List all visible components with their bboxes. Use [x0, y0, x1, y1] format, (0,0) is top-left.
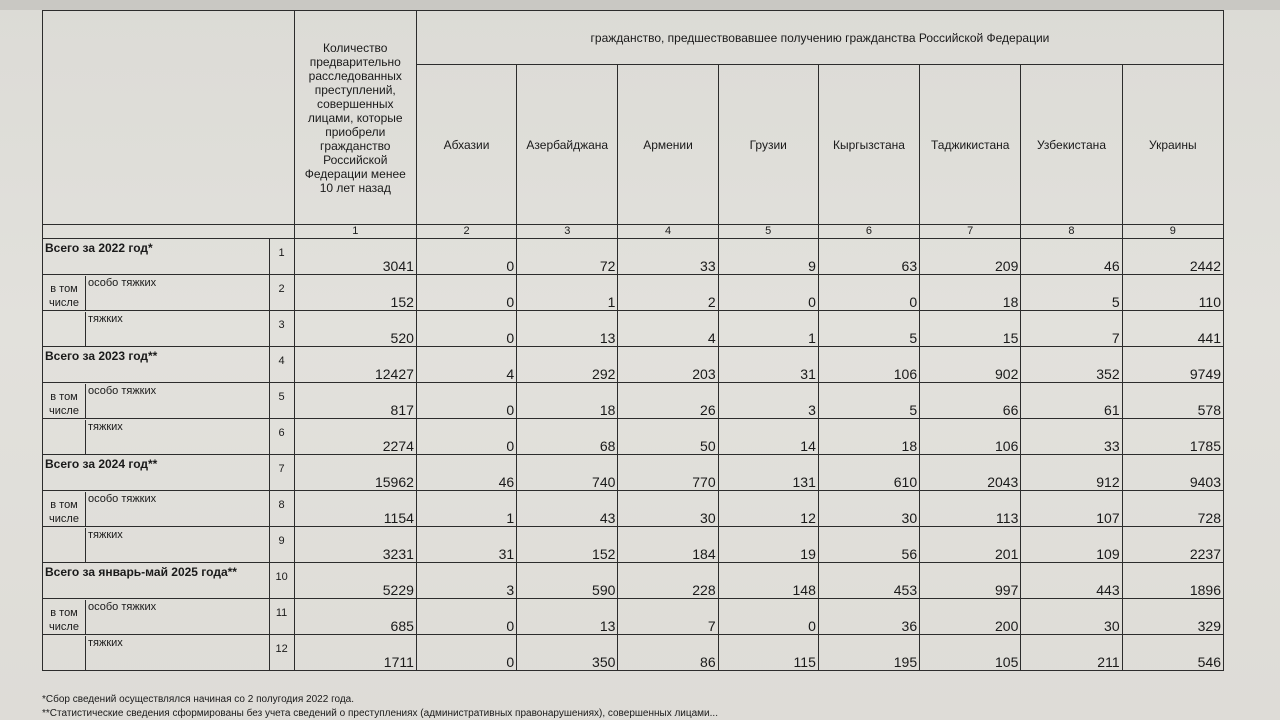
included-label: в том числе — [43, 600, 86, 634]
table-row — [43, 347, 1224, 383]
table-cell: 1 — [517, 275, 618, 311]
header-country-4: Армении — [618, 65, 718, 225]
row-number: 10 — [269, 563, 294, 599]
table-cell: 203 — [618, 347, 718, 383]
header-corner-cell — [43, 11, 295, 225]
table-row — [43, 311, 1224, 347]
column-number: 3 — [517, 225, 618, 239]
row-total-label: Всего за январь-май 2025 года** — [43, 563, 270, 599]
table-cell: 610 — [818, 455, 919, 491]
table-cell: 107 — [1021, 491, 1122, 527]
table-cell: 740 — [517, 455, 618, 491]
row-sub-label-cell — [43, 599, 270, 635]
footnote-2: **Статистические сведения сформированы без учета сведений о преступлениях (административных правонарушениях), совершенных лицами... — [42, 708, 718, 719]
row-sub-label-cell — [43, 275, 270, 311]
table-cell: 109 — [1021, 527, 1122, 563]
table-cell: 0 — [416, 419, 516, 455]
row-sub-label-cell — [43, 491, 270, 527]
table-cell: 148 — [718, 563, 818, 599]
table-cell: 30 — [618, 491, 718, 527]
table-cell: 18 — [818, 419, 919, 455]
header-country-6: Кыргызстана — [818, 65, 919, 225]
table-cell: 13 — [517, 599, 618, 635]
table-cell: 31 — [416, 527, 516, 563]
table-cell: 152 — [294, 275, 416, 311]
table-cell: 18 — [517, 383, 618, 419]
table-cell: 36 — [818, 599, 919, 635]
table-cell: 46 — [416, 455, 516, 491]
table-cell: 184 — [618, 527, 718, 563]
table-cell: 0 — [718, 275, 818, 311]
table-row — [43, 491, 1224, 527]
table-row — [43, 275, 1224, 311]
table-cell: 56 — [818, 527, 919, 563]
table-cell: 2442 — [1122, 239, 1223, 275]
table-cell: 0 — [718, 599, 818, 635]
row-number: 3 — [269, 311, 294, 347]
table-cell: 15 — [920, 311, 1021, 347]
row-total-label: Всего за 2023 год** — [43, 347, 270, 383]
table-cell: 441 — [1122, 311, 1223, 347]
table-cell: 5 — [818, 383, 919, 419]
table-cell: 1711 — [294, 635, 416, 671]
table-cell: 728 — [1122, 491, 1223, 527]
table-cell: 1785 — [1122, 419, 1223, 455]
row-total-label: Всего за 2024 год** — [43, 455, 270, 491]
table-cell: 817 — [294, 383, 416, 419]
table-cell: 113 — [920, 491, 1021, 527]
row-number: 8 — [269, 491, 294, 527]
header-country-2: Абхазии — [416, 65, 516, 225]
table-cell: 72 — [517, 239, 618, 275]
included-label: в том числе — [43, 492, 86, 526]
table-cell: 329 — [1122, 599, 1223, 635]
table-cell: 912 — [1021, 455, 1122, 491]
table-cell: 19 — [718, 527, 818, 563]
row-sub-label: тяжких — [88, 312, 123, 325]
column-number: 8 — [1021, 225, 1122, 239]
table-cell: 0 — [416, 311, 516, 347]
table-cell: 1896 — [1122, 563, 1223, 599]
row-sub-label-cell — [43, 311, 270, 347]
table-cell: 106 — [818, 347, 919, 383]
table-row — [43, 599, 1224, 635]
column-number: 9 — [1122, 225, 1223, 239]
table-cell: 520 — [294, 311, 416, 347]
table-cell: 31 — [718, 347, 818, 383]
table-cell: 115 — [718, 635, 818, 671]
table-cell: 14 — [718, 419, 818, 455]
table-cell: 0 — [416, 239, 516, 275]
table-row — [43, 383, 1224, 419]
column-number: 4 — [618, 225, 718, 239]
table-cell: 9 — [718, 239, 818, 275]
table-cell: 292 — [517, 347, 618, 383]
row-total-label: Всего за 2022 год* — [43, 239, 270, 275]
table-cell: 352 — [1021, 347, 1122, 383]
header-country-3: Азербайджана — [517, 65, 618, 225]
column-number: 2 — [416, 225, 516, 239]
row-sub-label: особо тяжких — [88, 384, 157, 397]
row-number: 5 — [269, 383, 294, 419]
table-cell: 4 — [416, 347, 516, 383]
table-cell: 2 — [618, 275, 718, 311]
table-cell: 443 — [1021, 563, 1122, 599]
table-cell: 0 — [818, 275, 919, 311]
table-cell: 1 — [416, 491, 516, 527]
column-number: 7 — [920, 225, 1021, 239]
page-top-edge — [0, 0, 1280, 10]
table-cell: 7 — [618, 599, 718, 635]
table-cell: 209 — [920, 239, 1021, 275]
table-cell: 46 — [1021, 239, 1122, 275]
table-row — [43, 527, 1224, 563]
row-sub-label-cell — [43, 635, 270, 671]
table-cell: 86 — [618, 635, 718, 671]
table-cell: 131 — [718, 455, 818, 491]
row-sub-label: тяжких — [88, 636, 123, 649]
row-sub-label: особо тяжких — [88, 600, 157, 613]
table-cell: 685 — [294, 599, 416, 635]
row-number: 11 — [269, 599, 294, 635]
table-cell: 902 — [920, 347, 1021, 383]
row-sub-label-cell — [43, 383, 270, 419]
table-cell: 5 — [1021, 275, 1122, 311]
table-cell: 590 — [517, 563, 618, 599]
table-cell: 66 — [920, 383, 1021, 419]
table-cell: 18 — [920, 275, 1021, 311]
table-cell: 2043 — [920, 455, 1021, 491]
table-cell: 770 — [618, 455, 718, 491]
table-cell: 350 — [517, 635, 618, 671]
row-number: 9 — [269, 527, 294, 563]
table-cell: 1154 — [294, 491, 416, 527]
table-cell: 3231 — [294, 527, 416, 563]
table-cell: 0 — [416, 275, 516, 311]
row-sub-label: тяжких — [88, 528, 123, 541]
table-cell: 30 — [1021, 599, 1122, 635]
table-cell: 12 — [718, 491, 818, 527]
row-sub-label: особо тяжких — [88, 492, 157, 505]
column-number: 5 — [718, 225, 818, 239]
table-cell: 211 — [1021, 635, 1122, 671]
header-country-9: Украины — [1122, 65, 1223, 225]
table-row — [43, 419, 1224, 455]
header-count-column: Количество предварительно расследованных преступлений, совершенных лицами, которые приобрели гражданство Российской Федерации менее 10 лет назад — [294, 11, 416, 225]
table-cell: 200 — [920, 599, 1021, 635]
table-cell: 106 — [920, 419, 1021, 455]
table-cell: 33 — [1021, 419, 1122, 455]
table-cell: 9749 — [1122, 347, 1223, 383]
table-cell: 1 — [718, 311, 818, 347]
row-number: 7 — [269, 455, 294, 491]
table-cell: 110 — [1122, 275, 1223, 311]
header-citizenship-group: гражданство, предшествовавшее получению гражданства Российской Федерации — [416, 11, 1223, 65]
table-row — [43, 635, 1224, 671]
table-row — [43, 563, 1224, 599]
table-cell: 3 — [718, 383, 818, 419]
header-country-7: Таджикистана — [920, 65, 1021, 225]
row-number: 12 — [269, 635, 294, 671]
row-sub-label: особо тяжких — [88, 276, 157, 289]
footnotes — [42, 693, 1272, 720]
included-label: в том числе — [43, 384, 86, 418]
table-cell: 26 — [618, 383, 718, 419]
header-country-5: Грузии — [718, 65, 818, 225]
table-cell: 546 — [1122, 635, 1223, 671]
table-cell: 453 — [818, 563, 919, 599]
table-row — [43, 239, 1224, 275]
column-number: 1 — [294, 225, 416, 239]
header-country-8: Узбекистана — [1021, 65, 1122, 225]
table-cell: 33 — [618, 239, 718, 275]
table-cell: 7 — [1021, 311, 1122, 347]
table-cell: 5229 — [294, 563, 416, 599]
row-sub-label-cell — [43, 527, 270, 563]
table-cell: 997 — [920, 563, 1021, 599]
table-cell: 152 — [517, 527, 618, 563]
table-cell: 12427 — [294, 347, 416, 383]
table-cell: 228 — [618, 563, 718, 599]
row-number: 6 — [269, 419, 294, 455]
table-cell: 9403 — [1122, 455, 1223, 491]
table-cell: 195 — [818, 635, 919, 671]
table-cell: 2237 — [1122, 527, 1223, 563]
table-cell: 13 — [517, 311, 618, 347]
table-cell: 61 — [1021, 383, 1122, 419]
table-cell: 3 — [416, 563, 516, 599]
table-cell: 0 — [416, 383, 516, 419]
table-cell: 30 — [818, 491, 919, 527]
table-cell: 50 — [618, 419, 718, 455]
table-cell: 578 — [1122, 383, 1223, 419]
table-cell: 5 — [818, 311, 919, 347]
table-cell: 201 — [920, 527, 1021, 563]
crime-statistics-table — [42, 10, 1224, 671]
row-sub-label-cell — [43, 419, 270, 455]
row-number: 4 — [269, 347, 294, 383]
table-cell: 63 — [818, 239, 919, 275]
table-row — [43, 455, 1224, 491]
table-cell: 3041 — [294, 239, 416, 275]
table-cell: 4 — [618, 311, 718, 347]
column-number: 6 — [818, 225, 919, 239]
table-cell: 0 — [416, 599, 516, 635]
table-cell: 68 — [517, 419, 618, 455]
table-cell: 43 — [517, 491, 618, 527]
table-cell: 2274 — [294, 419, 416, 455]
footnote-1: *Сбор сведений осуществлялся начиная со 2 полугодия 2022 года. — [42, 694, 355, 705]
row-sub-label: тяжких — [88, 420, 123, 433]
included-label: в том числе — [43, 276, 86, 310]
table-cell: 0 — [416, 635, 516, 671]
row-number: 1 — [269, 239, 294, 275]
colnum-blank — [43, 225, 295, 239]
row-number: 2 — [269, 275, 294, 311]
table-cell: 15962 — [294, 455, 416, 491]
table-cell: 105 — [920, 635, 1021, 671]
